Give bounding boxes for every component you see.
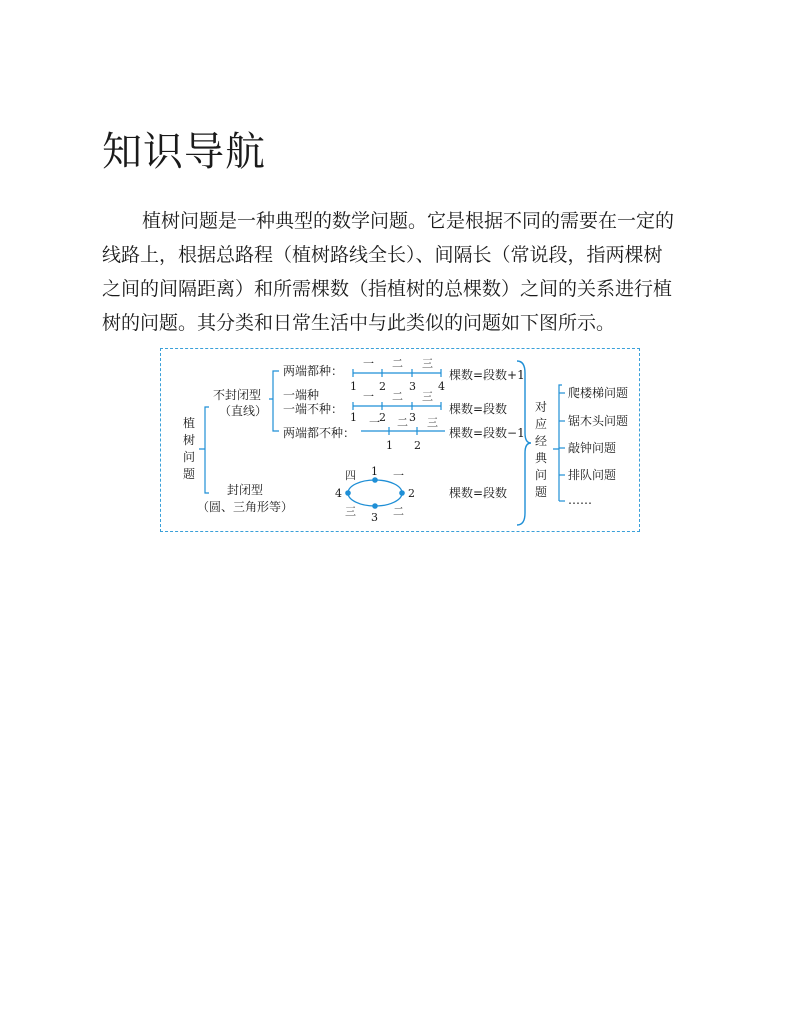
case-3-label: 两端都不种：: [283, 426, 356, 440]
closed-type-sub: （圆、三角形等）: [197, 500, 294, 514]
segment-label: 二: [397, 416, 408, 429]
tree-number: 2: [379, 411, 386, 424]
page-title: 知识导航: [102, 129, 266, 175]
middle-char: 对: [535, 400, 548, 414]
problems-bracket: [553, 385, 562, 501]
closed-type-label: 封闭型: [227, 483, 264, 497]
tree-number: 3: [409, 380, 416, 393]
ring-segment: 四: [345, 469, 356, 482]
ring-number: 3: [371, 511, 378, 524]
ring-number: 1: [371, 465, 378, 478]
paragraph-line: 线路上，根据总路程（植树路线全长）、间隔长（常说段，指两棵树: [102, 244, 663, 266]
middle-char: 问: [535, 468, 548, 482]
formula-3: 棵数=段数−1: [449, 426, 525, 440]
paragraph-line: 之间的间隔距离）和所需棵数（指植树的总棵数）之间的关系进行植: [102, 278, 673, 300]
ring-segment: 三: [345, 505, 356, 518]
diagram-svg: [161, 349, 641, 533]
root-char: 树: [183, 433, 196, 447]
middle-char: 应: [535, 417, 548, 431]
formula-2: 棵数=段数: [449, 402, 508, 416]
root-char: 题: [183, 467, 196, 481]
segment-label: 二: [392, 390, 403, 403]
tree-planting-diagram: [160, 348, 640, 532]
tree-number: 3: [409, 411, 416, 424]
problem-item: 爬楼梯问题: [568, 386, 629, 400]
ring-number: 4: [335, 487, 342, 500]
middle-char: 题: [535, 485, 548, 499]
segment-label: 一: [363, 357, 374, 370]
right-brace: [517, 361, 531, 525]
closed-ring: [348, 480, 402, 506]
case-2-label-2: 一端不种：: [283, 402, 344, 416]
segment-label: 一: [363, 390, 374, 403]
segment-label: 一: [369, 416, 380, 429]
segment-label: 三: [422, 390, 433, 403]
tree-number: 1: [350, 380, 357, 393]
ring-segment: 一: [393, 469, 404, 482]
segment-label: 二: [392, 357, 403, 370]
open-type-sub: （直线）: [219, 404, 268, 418]
ring-segment: 二: [393, 505, 404, 518]
segment-label: 三: [422, 357, 433, 370]
root-char: 植: [183, 416, 196, 430]
case-2-label: 一端种: [283, 388, 320, 402]
tree-number: 4: [438, 380, 445, 393]
problem-ticks: [559, 393, 565, 501]
formula-closed: 棵数=段数: [449, 486, 508, 500]
intro-paragraph: [102, 204, 702, 340]
open-type-label: 不封闭型: [213, 388, 262, 402]
ring-number: 2: [408, 487, 415, 500]
tree-number: 2: [379, 380, 386, 393]
case-1-label: 两端都种：: [283, 364, 344, 378]
open-bracket: [269, 371, 279, 431]
paragraph-line: 树的问题。其分类和日常生活中与此类似的问题如下图所示。: [102, 312, 616, 334]
middle-char: 经: [535, 434, 548, 448]
formula-1: 棵数=段数+1: [449, 368, 525, 382]
segment-label: 三: [427, 416, 438, 429]
problem-item: 排队问题: [568, 468, 617, 482]
root-char: 问: [183, 450, 196, 464]
tree-number: 1: [350, 411, 357, 424]
tree-number: 1: [386, 439, 393, 452]
problem-item: ……: [568, 493, 592, 507]
middle-char: 典: [535, 451, 548, 465]
paragraph-line: 植树问题是一种典型的数学问题。它是根据不同的需要在一定的: [142, 210, 675, 232]
problem-item: 锯木头问题: [568, 414, 629, 428]
problem-item: 敲钟问题: [568, 441, 617, 455]
root-bracket: [199, 407, 209, 493]
tree-number: 2: [414, 439, 421, 452]
